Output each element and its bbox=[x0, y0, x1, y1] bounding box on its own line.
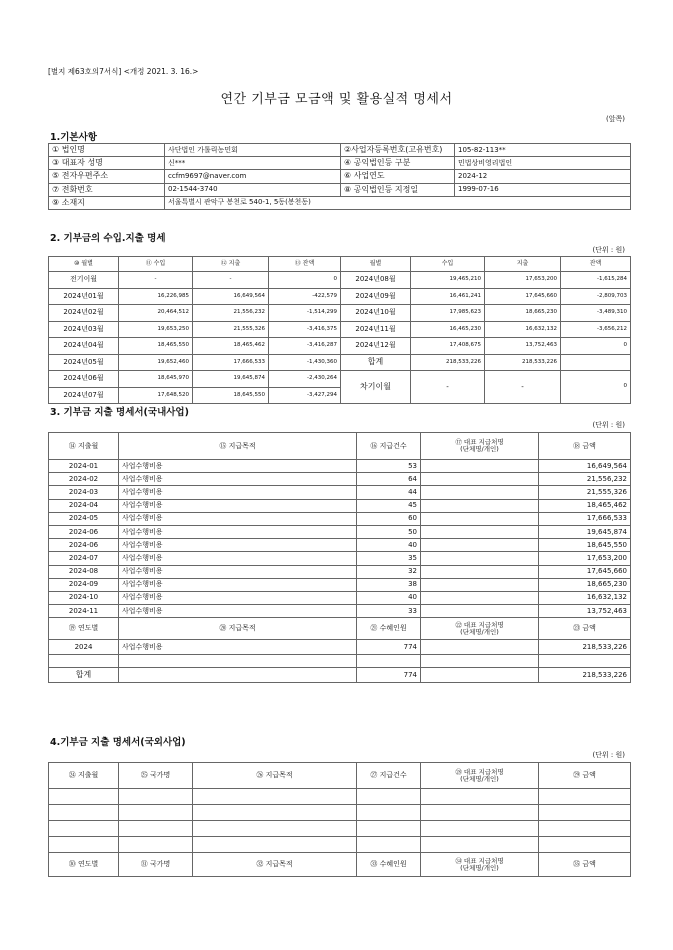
empty-cell bbox=[421, 837, 539, 853]
column-header: ⑫ 지출 bbox=[193, 257, 269, 272]
month-cell: 2024-06 bbox=[49, 539, 119, 552]
empty-cell bbox=[421, 805, 539, 821]
field-label: ⑤ 전자우편주소 bbox=[49, 170, 165, 183]
expense-cell: 18,645,550 bbox=[193, 387, 269, 404]
foreign-empty-row bbox=[49, 837, 631, 853]
empty-cell bbox=[357, 837, 421, 853]
foreign-empty-row bbox=[49, 789, 631, 805]
amount-cell: 218,533,226 bbox=[539, 640, 631, 655]
domestic-row bbox=[49, 499, 631, 512]
empty-cell bbox=[49, 821, 119, 837]
count-cell: 53 bbox=[357, 460, 421, 473]
expense-cell: 18,465,462 bbox=[193, 338, 269, 355]
column-header: 지출 bbox=[485, 257, 561, 272]
total-balance bbox=[561, 354, 631, 371]
income-row bbox=[49, 288, 631, 305]
column-header: ㉙ 금액 bbox=[539, 763, 631, 789]
field-value: 사단법인 가톨릭농민회 bbox=[165, 144, 341, 157]
payee-cell bbox=[421, 552, 539, 565]
month-cell: 2024년12월 bbox=[341, 338, 411, 355]
section-income-title: 2. 기부금의 수입.지출 명세 bbox=[50, 233, 166, 244]
address-value: 서울특별시 관악구 봉천로 540-1, 5동(봉천동) bbox=[165, 196, 631, 209]
payee-header-line1: ㉒ 대표 지급처명 bbox=[455, 620, 504, 629]
empty-cell bbox=[49, 789, 119, 805]
domestic-row bbox=[49, 486, 631, 499]
income-cell: 17,985,623 bbox=[411, 305, 485, 322]
carry-balance: 0 bbox=[561, 371, 631, 404]
income-row bbox=[49, 272, 631, 289]
empty-cell bbox=[421, 821, 539, 837]
month-cell: 2024-04 bbox=[49, 499, 119, 512]
purpose-cell: 사업수행비용 bbox=[119, 512, 357, 525]
payee-cell bbox=[421, 499, 539, 512]
column-header: ⑭ 지출월 bbox=[49, 433, 119, 460]
purpose-cell: 사업수행비용 bbox=[119, 552, 357, 565]
count-cell: 33 bbox=[357, 605, 421, 618]
field-label: ⑧ 공익법인등 지정일 bbox=[341, 183, 455, 196]
amount-cell: 17,653,200 bbox=[539, 552, 631, 565]
income-cell: 20,464,512 bbox=[119, 305, 193, 322]
month-cell: 2024-11 bbox=[49, 605, 119, 618]
payee-cell bbox=[421, 640, 539, 655]
empty-cell bbox=[539, 789, 631, 805]
balance-cell: -2,430,264 bbox=[269, 371, 341, 388]
payee-cell bbox=[421, 486, 539, 499]
income-cell: - bbox=[119, 272, 193, 289]
empty-cell bbox=[49, 655, 119, 668]
column-header: ⑩ 월별 bbox=[49, 257, 119, 272]
purpose-cell: 사업수행비용 bbox=[119, 486, 357, 499]
column-header bbox=[421, 853, 539, 877]
empty-cell bbox=[421, 668, 539, 683]
column-header: ⑬ 잔액 bbox=[269, 257, 341, 272]
expense-cell: 17,645,660 bbox=[485, 288, 561, 305]
domestic-row bbox=[49, 605, 631, 618]
month-cell: 2024년05월 bbox=[49, 354, 119, 371]
balance-cell: -1,514,299 bbox=[269, 305, 341, 322]
income-row bbox=[49, 305, 631, 322]
payee-header-line1: ㉘ 대표 지급처명 bbox=[455, 767, 504, 776]
purpose-cell: 사업수행비용 bbox=[119, 539, 357, 552]
payee-header-line2: (단체명/개인) bbox=[460, 863, 499, 872]
column-header: ⑲ 연도별 bbox=[49, 618, 119, 640]
month-cell: 2024-05 bbox=[49, 512, 119, 525]
column-header: ㉔ 지출월 bbox=[49, 763, 119, 789]
domestic-year-header-row bbox=[49, 618, 631, 640]
field-label: ②사업자등록번호(고유번호) bbox=[341, 144, 455, 157]
basic-info-row bbox=[49, 196, 631, 209]
domestic-row bbox=[49, 473, 631, 486]
income-cell: 17,408,675 bbox=[411, 338, 485, 355]
column-header: 잔액 bbox=[561, 257, 631, 272]
empty-cell bbox=[357, 789, 421, 805]
domestic-row bbox=[49, 460, 631, 473]
balance-cell: 0 bbox=[269, 272, 341, 289]
month-cell: 2024-01 bbox=[49, 460, 119, 473]
empty-cell bbox=[49, 837, 119, 853]
month-cell: 2024년11월 bbox=[341, 321, 411, 338]
empty-cell bbox=[49, 805, 119, 821]
domestic-year-row bbox=[49, 640, 631, 655]
domestic-unit: (단위 : 원) bbox=[592, 421, 625, 429]
column-header bbox=[421, 433, 539, 460]
amount-cell: 21,555,326 bbox=[539, 486, 631, 499]
empty-cell bbox=[539, 805, 631, 821]
field-label: ④ 공익법인등 구분 bbox=[341, 157, 455, 170]
month-cell: 2024-08 bbox=[49, 565, 119, 578]
balance-cell: -422,579 bbox=[269, 288, 341, 305]
column-header: ㉗ 지급건수 bbox=[357, 763, 421, 789]
field-label: ① 법인명 bbox=[49, 144, 165, 157]
empty-cell bbox=[119, 821, 193, 837]
empty-cell bbox=[119, 668, 357, 683]
amount-cell: 18,645,550 bbox=[539, 539, 631, 552]
expense-cell: 17,666,533 bbox=[193, 354, 269, 371]
field-value: 1999-07-16 bbox=[455, 183, 631, 196]
income-cell: 19,465,210 bbox=[411, 272, 485, 289]
count-cell: 35 bbox=[357, 552, 421, 565]
payee-header-line2: (단체명/개인) bbox=[460, 627, 499, 636]
expense-cell: 16,649,564 bbox=[193, 288, 269, 305]
column-header: ⑳ 지급목적 bbox=[119, 618, 357, 640]
empty-cell bbox=[421, 789, 539, 805]
column-header: ⑮ 지급목적 bbox=[119, 433, 357, 460]
empty-cell bbox=[193, 789, 357, 805]
basic-info-row bbox=[49, 144, 631, 157]
count-cell: 50 bbox=[357, 525, 421, 538]
expense-cell: 13,752,463 bbox=[485, 338, 561, 355]
count-cell: 45 bbox=[357, 499, 421, 512]
expense-cell: 16,632,132 bbox=[485, 321, 561, 338]
income-row bbox=[49, 354, 631, 371]
column-header: ㉛ 국가명 bbox=[119, 853, 193, 877]
page-title: 연간 기부금 모금액 및 활용실적 명세서 bbox=[220, 92, 453, 107]
balance-cell: 0 bbox=[561, 338, 631, 355]
income-cell: 19,653,250 bbox=[119, 321, 193, 338]
domestic-row bbox=[49, 512, 631, 525]
income-cell: 17,648,520 bbox=[119, 387, 193, 404]
carry-income: - bbox=[411, 371, 485, 404]
income-row bbox=[49, 371, 631, 388]
page-side-label: (앞쪽) bbox=[606, 115, 625, 123]
month-cell: 2024년03월 bbox=[49, 321, 119, 338]
purpose-cell: 사업수행비용 bbox=[119, 565, 357, 578]
balance-cell: -3,427,294 bbox=[269, 387, 341, 404]
column-header: ㉝ 수혜인원 bbox=[357, 853, 421, 877]
expense-cell: 19,645,874 bbox=[193, 371, 269, 388]
foreign-unit: (단위 : 원) bbox=[592, 751, 625, 759]
month-cell: 2024-10 bbox=[49, 591, 119, 604]
income-cell: 16,461,241 bbox=[411, 288, 485, 305]
expense-cell: 18,665,230 bbox=[485, 305, 561, 322]
purpose-cell: 사업수행비용 bbox=[119, 499, 357, 512]
empty-cell bbox=[539, 655, 631, 668]
amount-cell: 18,665,230 bbox=[539, 578, 631, 591]
column-header: ㉟ 금액 bbox=[539, 853, 631, 877]
amount-cell: 16,632,132 bbox=[539, 591, 631, 604]
field-value: 신*** bbox=[165, 157, 341, 170]
purpose-cell: 사업수행비용 bbox=[119, 460, 357, 473]
payee-cell bbox=[421, 565, 539, 578]
total-label: 합계 bbox=[341, 354, 411, 371]
payee-cell bbox=[421, 539, 539, 552]
count-cell: 60 bbox=[357, 512, 421, 525]
count-cell: 774 bbox=[357, 640, 421, 655]
count-cell: 64 bbox=[357, 473, 421, 486]
column-header: ㉚ 연도별 bbox=[49, 853, 119, 877]
month-cell: 전기이월 bbox=[49, 272, 119, 289]
column-header: ㉜ 지급목적 bbox=[193, 853, 357, 877]
expense-cell: 17,653,200 bbox=[485, 272, 561, 289]
field-label: ⑦ 전화번호 bbox=[49, 183, 165, 196]
expense-cell: - bbox=[193, 272, 269, 289]
empty-cell bbox=[539, 821, 631, 837]
column-header: 수입 bbox=[411, 257, 485, 272]
section-domestic-title: 3. 기부금 지출 명세서(국내사업) bbox=[50, 407, 189, 418]
month-cell: 2024-07 bbox=[49, 552, 119, 565]
balance-cell: -1,430,360 bbox=[269, 354, 341, 371]
domestic-row bbox=[49, 525, 631, 538]
foreign-empty-row bbox=[49, 821, 631, 837]
basic-info-row bbox=[49, 170, 631, 183]
foreign-header-row bbox=[49, 763, 631, 789]
amount-cell: 17,666,533 bbox=[539, 512, 631, 525]
income-cell: 16,465,230 bbox=[411, 321, 485, 338]
empty-cell bbox=[193, 805, 357, 821]
month-cell: 2024-09 bbox=[49, 578, 119, 591]
field-value: 105-82-113** bbox=[455, 144, 631, 157]
foreign-year-header-row bbox=[49, 853, 631, 877]
total-expense: 218,533,226 bbox=[485, 354, 561, 371]
basic-info-table bbox=[48, 143, 631, 210]
field-label: ⑨ 소재지 bbox=[49, 196, 165, 209]
purpose-cell: 사업수행비용 bbox=[119, 640, 357, 655]
income-unit: (단위 : 원) bbox=[592, 246, 625, 254]
month-cell: 2024-03 bbox=[49, 486, 119, 499]
payee-cell bbox=[421, 578, 539, 591]
purpose-cell: 사업수행비용 bbox=[119, 605, 357, 618]
month-cell: 2024-06 bbox=[49, 525, 119, 538]
foreign-table bbox=[48, 762, 631, 877]
month-cell: 2024년09월 bbox=[341, 288, 411, 305]
count-cell: 38 bbox=[357, 578, 421, 591]
empty-cell bbox=[421, 655, 539, 668]
month-cell: 2024년02월 bbox=[49, 305, 119, 322]
amount-cell: 21,556,232 bbox=[539, 473, 631, 486]
amount-cell: 13,752,463 bbox=[539, 605, 631, 618]
amount-cell: 17,645,660 bbox=[539, 565, 631, 578]
column-header: ㉑ 수혜인원 bbox=[357, 618, 421, 640]
empty-cell bbox=[193, 821, 357, 837]
empty-cell bbox=[539, 837, 631, 853]
column-header: ⑯ 지급건수 bbox=[357, 433, 421, 460]
empty-cell bbox=[193, 837, 357, 853]
income-header-row bbox=[49, 257, 631, 272]
total-income: 218,533,226 bbox=[411, 354, 485, 371]
total-amount: 218,533,226 bbox=[539, 668, 631, 683]
income-cell: 18,645,970 bbox=[119, 371, 193, 388]
domestic-row bbox=[49, 565, 631, 578]
payee-cell bbox=[421, 473, 539, 486]
month-cell: 2024년10월 bbox=[341, 305, 411, 322]
month-cell: 2024년08월 bbox=[341, 272, 411, 289]
domestic-table bbox=[48, 432, 631, 683]
domestic-row bbox=[49, 539, 631, 552]
domestic-header-row bbox=[49, 433, 631, 460]
balance-cell: -2,809,703 bbox=[561, 288, 631, 305]
empty-cell bbox=[357, 821, 421, 837]
column-header: ⑪ 수입 bbox=[119, 257, 193, 272]
count-cell: 44 bbox=[357, 486, 421, 499]
carry-expense: - bbox=[485, 371, 561, 404]
column-header bbox=[421, 618, 539, 640]
balance-cell: -3,416,287 bbox=[269, 338, 341, 355]
empty-cell bbox=[119, 655, 357, 668]
section-basic-title: 1.기본사항 bbox=[50, 132, 97, 143]
field-label: ③ 대표자 성명 bbox=[49, 157, 165, 170]
domestic-row bbox=[49, 591, 631, 604]
income-row bbox=[49, 338, 631, 355]
column-header: ㉓ 금액 bbox=[539, 618, 631, 640]
field-value: 02-1544-3740 bbox=[165, 183, 341, 196]
purpose-cell: 사업수행비용 bbox=[119, 591, 357, 604]
foreign-empty-row bbox=[49, 805, 631, 821]
payee-cell bbox=[421, 605, 539, 618]
total-label: 합계 bbox=[49, 668, 119, 683]
empty-cell bbox=[357, 805, 421, 821]
field-value: 2024-12 bbox=[455, 170, 631, 183]
purpose-cell: 사업수행비용 bbox=[119, 525, 357, 538]
year-cell: 2024 bbox=[49, 640, 119, 655]
month-cell: 2024년07월 bbox=[49, 387, 119, 404]
payee-header-line2: (단체명/개인) bbox=[460, 774, 499, 783]
month-cell: 2024-02 bbox=[49, 473, 119, 486]
column-header: ⑱ 금액 bbox=[539, 433, 631, 460]
payee-cell bbox=[421, 525, 539, 538]
expense-cell: 21,556,232 bbox=[193, 305, 269, 322]
empty-cell bbox=[119, 805, 193, 821]
domestic-total-row bbox=[49, 668, 631, 683]
count-cell: 40 bbox=[357, 539, 421, 552]
empty-cell bbox=[357, 655, 421, 668]
purpose-cell: 사업수행비용 bbox=[119, 473, 357, 486]
amount-cell: 18,465,462 bbox=[539, 499, 631, 512]
column-header: 월별 bbox=[341, 257, 411, 272]
income-row bbox=[49, 321, 631, 338]
domestic-row bbox=[49, 578, 631, 591]
carry-label: 차기이월 bbox=[341, 371, 411, 404]
field-value: ccfm9697@naver.com bbox=[165, 170, 341, 183]
column-header: ㉕ 국가명 bbox=[119, 763, 193, 789]
domestic-row bbox=[49, 552, 631, 565]
month-cell: 2024년01월 bbox=[49, 288, 119, 305]
total-count: 774 bbox=[357, 668, 421, 683]
field-value: 민법상비영리법인 bbox=[455, 157, 631, 170]
balance-cell: -3,656,212 bbox=[561, 321, 631, 338]
amount-cell: 16,649,564 bbox=[539, 460, 631, 473]
empty-cell bbox=[119, 837, 193, 853]
count-cell: 32 bbox=[357, 565, 421, 578]
payee-header-line2: (단체명/개인) bbox=[460, 445, 499, 453]
form-number: [별지 제63호의7서식] <개정 2021. 3. 16.> bbox=[48, 67, 199, 76]
payee-cell bbox=[421, 460, 539, 473]
income-cell: 18,465,550 bbox=[119, 338, 193, 355]
payee-header-line1: ⑰ 대표 지급처명 bbox=[455, 438, 504, 447]
balance-cell: -1,615,284 bbox=[561, 272, 631, 289]
balance-cell: -3,489,310 bbox=[561, 305, 631, 322]
column-header bbox=[421, 763, 539, 789]
income-table bbox=[48, 256, 631, 404]
payee-cell bbox=[421, 591, 539, 604]
month-cell: 2024년06월 bbox=[49, 371, 119, 388]
section-foreign-title: 4.기부금 지출 명세서(국외사업) bbox=[50, 737, 186, 748]
column-header: ㉖ 지급목적 bbox=[193, 763, 357, 789]
basic-info-row bbox=[49, 157, 631, 170]
expense-cell: 21,555,326 bbox=[193, 321, 269, 338]
income-cell: 16,226,985 bbox=[119, 288, 193, 305]
basic-info-row bbox=[49, 183, 631, 196]
payee-header-line1: ㉞ 대표 지급처명 bbox=[455, 856, 504, 865]
domestic-empty-row bbox=[49, 655, 631, 668]
income-cell: 19,652,460 bbox=[119, 354, 193, 371]
count-cell: 40 bbox=[357, 591, 421, 604]
purpose-cell: 사업수행비용 bbox=[119, 578, 357, 591]
month-cell: 2024년04월 bbox=[49, 338, 119, 355]
empty-cell bbox=[119, 789, 193, 805]
balance-cell: -3,416,375 bbox=[269, 321, 341, 338]
field-label: ⑥ 사업연도 bbox=[341, 170, 455, 183]
amount-cell: 19,645,874 bbox=[539, 525, 631, 538]
payee-cell bbox=[421, 512, 539, 525]
